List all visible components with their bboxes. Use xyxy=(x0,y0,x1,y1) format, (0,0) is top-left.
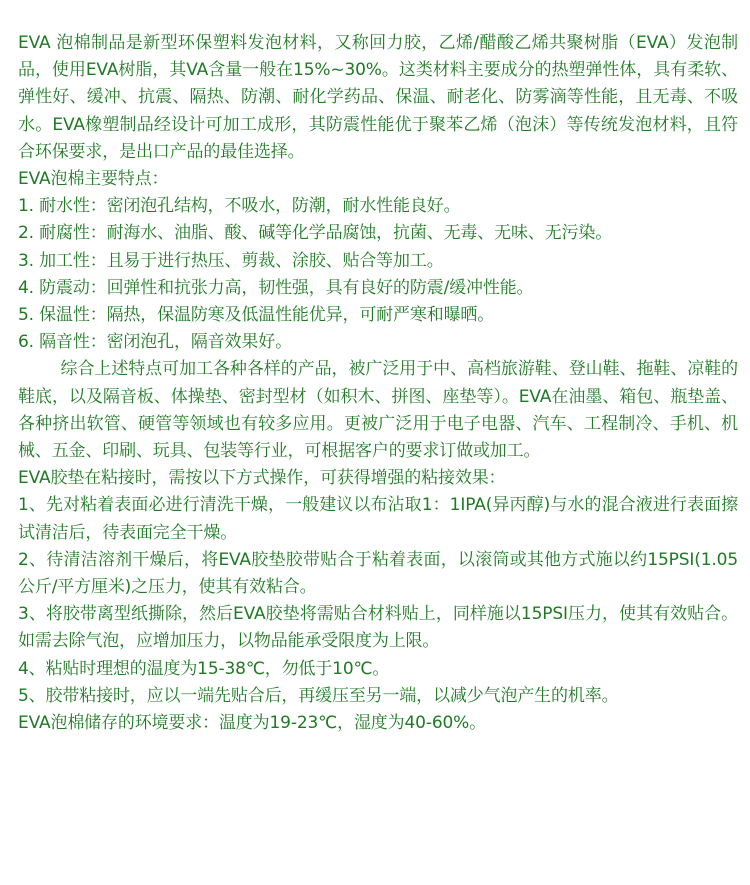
feature-item: 3. 加工性：且易于进行热压、剪裁、涂胶、贴合等加工。 xyxy=(18,250,444,271)
feature-item: 4. 防震动：回弹性和抗张力高，韧性强，具有良好的防震/缓冲性能。 xyxy=(18,277,534,298)
feature-item: 5. 保温性：隔热，保温防寒及低温性能优异，可耐严寒和曝晒。 xyxy=(18,305,495,326)
feature-item: 1. 耐水性：密闭泡孔结构，不吸水，防潮，耐水性能良好。 xyxy=(18,196,461,217)
bonding-step: 2、待清洁溶剂干燥后，将EVA胶垫胶带贴合于粘着表面，以滚筒或其他方式施以约15PSI(1.05公斤/平方厘米)之压力，使其有效粘合。 xyxy=(18,549,738,598)
summary-paragraph: 综合上述特点可加工各种各样的产品，被广泛用于中、高档旅游鞋、登山鞋、拖鞋、凉鞋的鞋底，以及隔音板、体操垫、密封型材（如积木、拼图、座垫等）。EVA在油墨、箱包、瓶垫盖、各种挤出软管、硬管等领域也有较多应用。更被广泛用于电子电器、汽车、工程制冷、手机、机械、五金、印刷、玩具、包装等行业，可根据客户的要求订做或加工。 xyxy=(18,359,738,462)
bonding-step: 3、将胶带离型纸撕除，然后EVA胶垫将需贴合材料贴上，同样施以15PSI压力，使其有效贴合。如需去除气泡，应增加压力，以物品能承受限度为上限。 xyxy=(18,604,738,652)
feature-item: 2. 耐腐性：耐海水、油脂、酸、碱等化学品腐蚀，抗菌、无毒、无味、无污染。 xyxy=(18,223,613,244)
bonding-heading: EVA胶垫在粘接时，需按以下方式操作，可获得增强的粘接效果： xyxy=(18,468,506,489)
features-heading: EVA泡棉主要特点： xyxy=(18,169,169,190)
bonding-step: 1、先对粘着表面必进行清洗干燥，一般建议以布沾取1：1IPA(异丙醇)与水的混合液进行表面擦试清洁后，待表面完全干燥。 xyxy=(18,495,738,543)
storage-requirements: EVA泡棉储存的环境要求：温度为19-23℃，湿度为40-60%。 xyxy=(18,713,487,734)
feature-item: 6. 隔音性：密闭泡孔，隔音效果好。 xyxy=(18,332,292,353)
intro-paragraph: EVA 泡棉制品是新型环保塑料发泡材料，又称回力胶，乙烯/醋酸乙烯共聚树脂（EVA）发泡制品，使用EVA树脂，其VA含量一般在15%~30%。这类材料主要成分的热塑弹性体，具有柔软、弹性好、缓冲、抗震、隔热、防潮、耐化学药品、保温、耐老化、防雾滴等性能，且无毒、不吸水。EVA橡塑制品经设计可加工成形，其防震性能优于聚苯乙烯（泡沫）等传统发泡材料，且符合环保要求，是出口产品的最佳选择。 xyxy=(18,33,738,162)
bonding-step: 4、粘贴时理想的温度为15-38℃，勿低于10℃。 xyxy=(18,658,390,679)
bonding-step: 5、胶带粘接时，应以一端先贴合后，再缓压至另一端，以减少气泡产生的机率。 xyxy=(18,685,619,706)
